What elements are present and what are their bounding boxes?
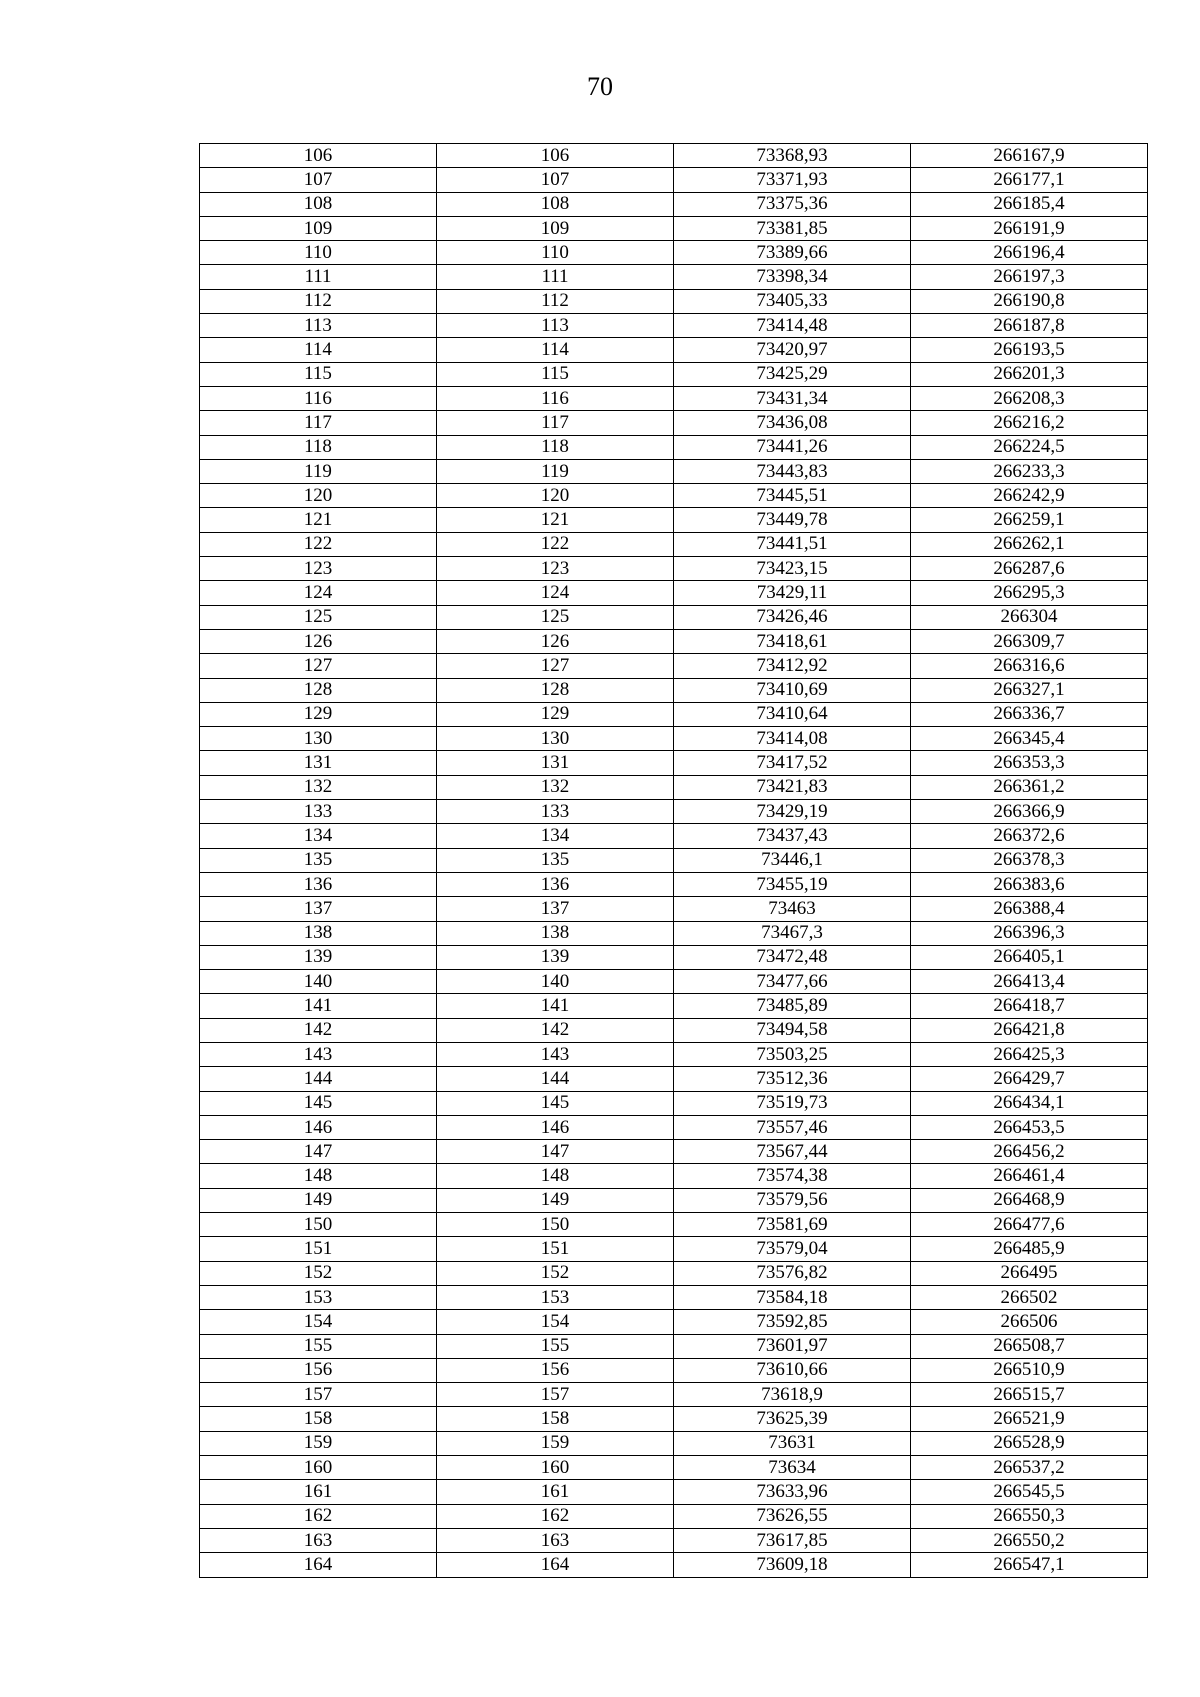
x-coordinate-cell: 73494,58 <box>674 1018 911 1042</box>
x-coordinate-cell: 73417,52 <box>674 751 911 775</box>
table-row <box>200 751 1148 775</box>
x-coordinate-cell: 73389,66 <box>674 241 911 265</box>
table-row <box>200 1285 1148 1309</box>
x-coordinate-cell: 73425,29 <box>674 362 911 386</box>
point-number-cell: 155 <box>437 1334 674 1358</box>
point-number-cell: 144 <box>200 1067 437 1091</box>
y-coordinate-cell: 266502 <box>911 1285 1148 1309</box>
point-number-cell: 150 <box>200 1213 437 1237</box>
table-row <box>200 1334 1148 1358</box>
y-coordinate-cell: 266545,5 <box>911 1480 1148 1504</box>
table-row <box>200 508 1148 532</box>
point-number-cell: 138 <box>437 921 674 945</box>
x-coordinate-cell: 73441,51 <box>674 532 911 556</box>
y-coordinate-cell: 266190,8 <box>911 289 1148 313</box>
table-row <box>200 1091 1148 1115</box>
table-row <box>200 338 1148 362</box>
point-number-cell: 131 <box>437 751 674 775</box>
point-number-cell: 156 <box>437 1358 674 1382</box>
y-coordinate-cell: 266372,6 <box>911 824 1148 848</box>
table-row <box>200 848 1148 872</box>
point-number-cell: 113 <box>437 314 674 338</box>
y-coordinate-cell: 266461,4 <box>911 1164 1148 1188</box>
y-coordinate-cell: 266485,9 <box>911 1237 1148 1261</box>
point-number-cell: 118 <box>437 435 674 459</box>
page-number: 70 <box>587 72 613 101</box>
table-row <box>200 1431 1148 1455</box>
y-coordinate-cell: 266506 <box>911 1310 1148 1334</box>
y-coordinate-cell: 266336,7 <box>911 702 1148 726</box>
table-row <box>200 970 1148 994</box>
y-coordinate-cell: 266510,9 <box>911 1358 1148 1382</box>
point-number-cell: 161 <box>437 1480 674 1504</box>
table-row <box>200 1115 1148 1139</box>
point-number-cell: 153 <box>200 1285 437 1309</box>
x-coordinate-cell: 73368,93 <box>674 144 911 168</box>
y-coordinate-cell: 266378,3 <box>911 848 1148 872</box>
point-number-cell: 111 <box>200 265 437 289</box>
point-number-cell: 108 <box>200 192 437 216</box>
point-number-cell: 136 <box>200 872 437 896</box>
table-row <box>200 1213 1148 1237</box>
y-coordinate-cell: 266388,4 <box>911 897 1148 921</box>
y-coordinate-cell: 266537,2 <box>911 1456 1148 1480</box>
point-number-cell: 147 <box>200 1140 437 1164</box>
point-number-cell: 160 <box>437 1456 674 1480</box>
point-number-cell: 127 <box>437 654 674 678</box>
y-coordinate-cell: 266233,3 <box>911 459 1148 483</box>
table-row <box>200 265 1148 289</box>
y-coordinate-cell: 266453,5 <box>911 1115 1148 1139</box>
y-coordinate-cell: 266208,3 <box>911 386 1148 410</box>
y-coordinate-cell: 266550,2 <box>911 1528 1148 1552</box>
point-number-cell: 125 <box>200 605 437 629</box>
y-coordinate-cell: 266495 <box>911 1261 1148 1285</box>
y-coordinate-cell: 266191,9 <box>911 216 1148 240</box>
table-row <box>200 557 1148 581</box>
point-number-cell: 146 <box>200 1115 437 1139</box>
table-row <box>200 1237 1148 1261</box>
point-number-cell: 151 <box>437 1237 674 1261</box>
table-row <box>200 459 1148 483</box>
y-coordinate-cell: 266396,3 <box>911 921 1148 945</box>
point-number-cell: 130 <box>200 727 437 751</box>
point-number-cell: 119 <box>437 459 674 483</box>
point-number-cell: 123 <box>200 557 437 581</box>
x-coordinate-cell: 73519,73 <box>674 1091 911 1115</box>
point-number-cell: 142 <box>200 1018 437 1042</box>
point-number-cell: 120 <box>437 484 674 508</box>
point-number-cell: 149 <box>200 1188 437 1212</box>
point-number-cell: 133 <box>437 800 674 824</box>
table-row <box>200 484 1148 508</box>
table-row <box>200 1140 1148 1164</box>
point-number-cell: 130 <box>437 727 674 751</box>
point-number-cell: 161 <box>200 1480 437 1504</box>
x-coordinate-cell: 73414,48 <box>674 314 911 338</box>
x-coordinate-cell: 73455,19 <box>674 872 911 896</box>
x-coordinate-cell: 73429,19 <box>674 800 911 824</box>
table-row <box>200 411 1148 435</box>
table-row <box>200 994 1148 1018</box>
x-coordinate-cell: 73418,61 <box>674 629 911 653</box>
point-number-cell: 138 <box>200 921 437 945</box>
point-number-cell: 107 <box>437 168 674 192</box>
x-coordinate-cell: 73431,34 <box>674 386 911 410</box>
point-number-cell: 121 <box>437 508 674 532</box>
point-number-cell: 159 <box>200 1431 437 1455</box>
y-coordinate-cell: 266515,7 <box>911 1383 1148 1407</box>
point-number-cell: 141 <box>200 994 437 1018</box>
table-row <box>200 532 1148 556</box>
table-row <box>200 435 1148 459</box>
point-number-cell: 122 <box>437 532 674 556</box>
point-number-cell: 120 <box>200 484 437 508</box>
x-coordinate-cell: 73412,92 <box>674 654 911 678</box>
point-number-cell: 110 <box>200 241 437 265</box>
table-row <box>200 1553 1148 1577</box>
point-number-cell: 128 <box>200 678 437 702</box>
point-number-cell: 116 <box>200 386 437 410</box>
y-coordinate-cell: 266224,5 <box>911 435 1148 459</box>
table-row <box>200 289 1148 313</box>
point-number-cell: 140 <box>200 970 437 994</box>
x-coordinate-cell: 73626,55 <box>674 1504 911 1528</box>
point-number-cell: 110 <box>437 241 674 265</box>
point-number-cell: 151 <box>200 1237 437 1261</box>
x-coordinate-cell: 73579,04 <box>674 1237 911 1261</box>
point-number-cell: 114 <box>200 338 437 362</box>
x-coordinate-cell: 73381,85 <box>674 216 911 240</box>
point-number-cell: 107 <box>200 168 437 192</box>
point-number-cell: 117 <box>200 411 437 435</box>
table-row <box>200 581 1148 605</box>
y-coordinate-cell: 266421,8 <box>911 1018 1148 1042</box>
point-number-cell: 134 <box>200 824 437 848</box>
point-number-cell: 143 <box>437 1042 674 1066</box>
point-number-cell: 113 <box>200 314 437 338</box>
y-coordinate-cell: 266316,6 <box>911 654 1148 678</box>
point-number-cell: 160 <box>200 1456 437 1480</box>
point-number-cell: 156 <box>200 1358 437 1382</box>
y-coordinate-cell: 266434,1 <box>911 1091 1148 1115</box>
y-coordinate-cell: 266287,6 <box>911 557 1148 581</box>
y-coordinate-cell: 266413,4 <box>911 970 1148 994</box>
y-coordinate-cell: 266295,3 <box>911 581 1148 605</box>
point-number-cell: 114 <box>437 338 674 362</box>
point-number-cell: 123 <box>437 557 674 581</box>
x-coordinate-cell: 73609,18 <box>674 1553 911 1577</box>
x-coordinate-cell: 73592,85 <box>674 1310 911 1334</box>
point-number-cell: 126 <box>437 629 674 653</box>
point-number-cell: 115 <box>200 362 437 386</box>
point-number-cell: 147 <box>437 1140 674 1164</box>
y-coordinate-cell: 266193,5 <box>911 338 1148 362</box>
x-coordinate-cell: 73421,83 <box>674 775 911 799</box>
x-coordinate-cell: 73375,36 <box>674 192 911 216</box>
x-coordinate-cell: 73410,69 <box>674 678 911 702</box>
y-coordinate-cell: 266405,1 <box>911 945 1148 969</box>
x-coordinate-cell: 73512,36 <box>674 1067 911 1091</box>
table-row <box>200 678 1148 702</box>
y-coordinate-cell: 266429,7 <box>911 1067 1148 1091</box>
y-coordinate-cell: 266167,9 <box>911 144 1148 168</box>
point-number-cell: 115 <box>437 362 674 386</box>
table-row <box>200 897 1148 921</box>
table-row <box>200 824 1148 848</box>
x-coordinate-cell: 73429,11 <box>674 581 911 605</box>
point-number-cell: 146 <box>437 1115 674 1139</box>
x-coordinate-cell: 73557,46 <box>674 1115 911 1139</box>
point-number-cell: 131 <box>200 751 437 775</box>
y-coordinate-cell: 266262,1 <box>911 532 1148 556</box>
point-number-cell: 121 <box>200 508 437 532</box>
y-coordinate-cell: 266197,3 <box>911 265 1148 289</box>
y-coordinate-cell: 266366,9 <box>911 800 1148 824</box>
y-coordinate-cell: 266304 <box>911 605 1148 629</box>
point-number-cell: 127 <box>200 654 437 678</box>
table-row <box>200 1164 1148 1188</box>
point-number-cell: 163 <box>200 1528 437 1552</box>
point-number-cell: 152 <box>437 1261 674 1285</box>
x-coordinate-cell: 73610,66 <box>674 1358 911 1382</box>
y-coordinate-cell: 266177,1 <box>911 168 1148 192</box>
x-coordinate-cell: 73631 <box>674 1431 911 1455</box>
x-coordinate-cell: 73445,51 <box>674 484 911 508</box>
point-number-cell: 148 <box>437 1164 674 1188</box>
point-number-cell: 136 <box>437 872 674 896</box>
point-number-cell: 125 <box>437 605 674 629</box>
x-coordinate-cell: 73601,97 <box>674 1334 911 1358</box>
y-coordinate-cell: 266547,1 <box>911 1553 1148 1577</box>
table-row <box>200 1504 1148 1528</box>
point-number-cell: 158 <box>200 1407 437 1431</box>
table-row <box>200 386 1148 410</box>
point-number-cell: 137 <box>200 897 437 921</box>
point-number-cell: 141 <box>437 994 674 1018</box>
x-coordinate-cell: 73576,82 <box>674 1261 911 1285</box>
point-number-cell: 162 <box>437 1504 674 1528</box>
point-number-cell: 157 <box>200 1383 437 1407</box>
point-number-cell: 122 <box>200 532 437 556</box>
point-number-cell: 132 <box>437 775 674 799</box>
point-number-cell: 142 <box>437 1018 674 1042</box>
y-coordinate-cell: 266242,9 <box>911 484 1148 508</box>
point-number-cell: 150 <box>437 1213 674 1237</box>
x-coordinate-cell: 73426,46 <box>674 605 911 629</box>
x-coordinate-cell: 73477,66 <box>674 970 911 994</box>
y-coordinate-cell: 266456,2 <box>911 1140 1148 1164</box>
x-coordinate-cell: 73579,56 <box>674 1188 911 1212</box>
point-number-cell: 124 <box>437 581 674 605</box>
x-coordinate-cell: 73617,85 <box>674 1528 911 1552</box>
point-number-cell: 117 <box>437 411 674 435</box>
point-number-cell: 134 <box>437 824 674 848</box>
point-number-cell: 139 <box>437 945 674 969</box>
x-coordinate-cell: 73584,18 <box>674 1285 911 1309</box>
point-number-cell: 162 <box>200 1504 437 1528</box>
point-number-cell: 111 <box>437 265 674 289</box>
x-coordinate-cell: 73574,38 <box>674 1164 911 1188</box>
table-row <box>200 702 1148 726</box>
point-number-cell: 109 <box>200 216 437 240</box>
coordinates-table <box>199 143 1148 1578</box>
point-number-cell: 137 <box>437 897 674 921</box>
table-row <box>200 144 1148 168</box>
point-number-cell: 152 <box>200 1261 437 1285</box>
point-number-cell: 116 <box>437 386 674 410</box>
table-row <box>200 241 1148 265</box>
x-coordinate-cell: 73503,25 <box>674 1042 911 1066</box>
x-coordinate-cell: 73414,08 <box>674 727 911 751</box>
point-number-cell: 153 <box>437 1285 674 1309</box>
point-number-cell: 143 <box>200 1042 437 1066</box>
x-coordinate-cell: 73443,83 <box>674 459 911 483</box>
point-number-cell: 145 <box>200 1091 437 1115</box>
point-number-cell: 149 <box>437 1188 674 1212</box>
point-number-cell: 164 <box>200 1553 437 1577</box>
point-number-cell: 128 <box>437 678 674 702</box>
table-row <box>200 945 1148 969</box>
point-number-cell: 129 <box>200 702 437 726</box>
table-row <box>200 168 1148 192</box>
point-number-cell: 148 <box>200 1164 437 1188</box>
point-number-cell: 119 <box>200 459 437 483</box>
table-row <box>200 1407 1148 1431</box>
y-coordinate-cell: 266259,1 <box>911 508 1148 532</box>
y-coordinate-cell: 266425,3 <box>911 1042 1148 1066</box>
table-row <box>200 1310 1148 1334</box>
table-row <box>200 921 1148 945</box>
table-row <box>200 1067 1148 1091</box>
table-row <box>200 1383 1148 1407</box>
point-number-cell: 129 <box>437 702 674 726</box>
table-row <box>200 1456 1148 1480</box>
y-coordinate-cell: 266196,4 <box>911 241 1148 265</box>
x-coordinate-cell: 73618,9 <box>674 1383 911 1407</box>
point-number-cell: 158 <box>437 1407 674 1431</box>
coordinates-table-body <box>200 144 1148 1578</box>
x-coordinate-cell: 73437,43 <box>674 824 911 848</box>
point-number-cell: 132 <box>200 775 437 799</box>
y-coordinate-cell: 266216,2 <box>911 411 1148 435</box>
table-row <box>200 654 1148 678</box>
point-number-cell: 144 <box>437 1067 674 1091</box>
table-row <box>200 362 1148 386</box>
table-row <box>200 1480 1148 1504</box>
point-number-cell: 157 <box>437 1383 674 1407</box>
table-row <box>200 800 1148 824</box>
point-number-cell: 112 <box>200 289 437 313</box>
x-coordinate-cell: 73371,93 <box>674 168 911 192</box>
y-coordinate-cell: 266353,3 <box>911 751 1148 775</box>
point-number-cell: 139 <box>200 945 437 969</box>
y-coordinate-cell: 266345,4 <box>911 727 1148 751</box>
y-coordinate-cell: 266528,9 <box>911 1431 1148 1455</box>
table-row <box>200 1261 1148 1285</box>
point-number-cell: 108 <box>437 192 674 216</box>
x-coordinate-cell: 73472,48 <box>674 945 911 969</box>
y-coordinate-cell: 266185,4 <box>911 192 1148 216</box>
point-number-cell: 154 <box>200 1310 437 1334</box>
point-number-cell: 106 <box>437 144 674 168</box>
x-coordinate-cell: 73567,44 <box>674 1140 911 1164</box>
x-coordinate-cell: 73467,3 <box>674 921 911 945</box>
y-coordinate-cell: 266477,6 <box>911 1213 1148 1237</box>
x-coordinate-cell: 73446,1 <box>674 848 911 872</box>
point-number-cell: 112 <box>437 289 674 313</box>
point-number-cell: 135 <box>200 848 437 872</box>
point-number-cell: 145 <box>437 1091 674 1115</box>
table-row <box>200 872 1148 896</box>
point-number-cell: 106 <box>200 144 437 168</box>
table-row <box>200 192 1148 216</box>
point-number-cell: 155 <box>200 1334 437 1358</box>
table-row <box>200 1018 1148 1042</box>
y-coordinate-cell: 266187,8 <box>911 314 1148 338</box>
point-number-cell: 124 <box>200 581 437 605</box>
point-number-cell: 133 <box>200 800 437 824</box>
y-coordinate-cell: 266309,7 <box>911 629 1148 653</box>
point-number-cell: 135 <box>437 848 674 872</box>
point-number-cell: 159 <box>437 1431 674 1455</box>
table-row <box>200 1358 1148 1382</box>
x-coordinate-cell: 73463 <box>674 897 911 921</box>
y-coordinate-cell: 266468,9 <box>911 1188 1148 1212</box>
y-coordinate-cell: 266361,2 <box>911 775 1148 799</box>
y-coordinate-cell: 266418,7 <box>911 994 1148 1018</box>
y-coordinate-cell: 266508,7 <box>911 1334 1148 1358</box>
table-row <box>200 216 1148 240</box>
x-coordinate-cell: 73410,64 <box>674 702 911 726</box>
x-coordinate-cell: 73398,34 <box>674 265 911 289</box>
x-coordinate-cell: 73485,89 <box>674 994 911 1018</box>
x-coordinate-cell: 73581,69 <box>674 1213 911 1237</box>
table-row <box>200 1188 1148 1212</box>
table-row <box>200 727 1148 751</box>
point-number-cell: 140 <box>437 970 674 994</box>
x-coordinate-cell: 73405,33 <box>674 289 911 313</box>
table-row <box>200 1528 1148 1552</box>
table-row <box>200 775 1148 799</box>
y-coordinate-cell: 266327,1 <box>911 678 1148 702</box>
x-coordinate-cell: 73449,78 <box>674 508 911 532</box>
point-number-cell: 118 <box>200 435 437 459</box>
point-number-cell: 163 <box>437 1528 674 1552</box>
point-number-cell: 154 <box>437 1310 674 1334</box>
table-row <box>200 314 1148 338</box>
table-row <box>200 1042 1148 1066</box>
point-number-cell: 164 <box>437 1553 674 1577</box>
x-coordinate-cell: 73436,08 <box>674 411 911 435</box>
x-coordinate-cell: 73420,97 <box>674 338 911 362</box>
y-coordinate-cell: 266550,3 <box>911 1504 1148 1528</box>
x-coordinate-cell: 73633,96 <box>674 1480 911 1504</box>
table-row <box>200 629 1148 653</box>
x-coordinate-cell: 73634 <box>674 1456 911 1480</box>
point-number-cell: 109 <box>437 216 674 240</box>
x-coordinate-cell: 73625,39 <box>674 1407 911 1431</box>
point-number-cell: 126 <box>200 629 437 653</box>
x-coordinate-cell: 73441,26 <box>674 435 911 459</box>
y-coordinate-cell: 266521,9 <box>911 1407 1148 1431</box>
table-row <box>200 605 1148 629</box>
x-coordinate-cell: 73423,15 <box>674 557 911 581</box>
y-coordinate-cell: 266201,3 <box>911 362 1148 386</box>
y-coordinate-cell: 266383,6 <box>911 872 1148 896</box>
